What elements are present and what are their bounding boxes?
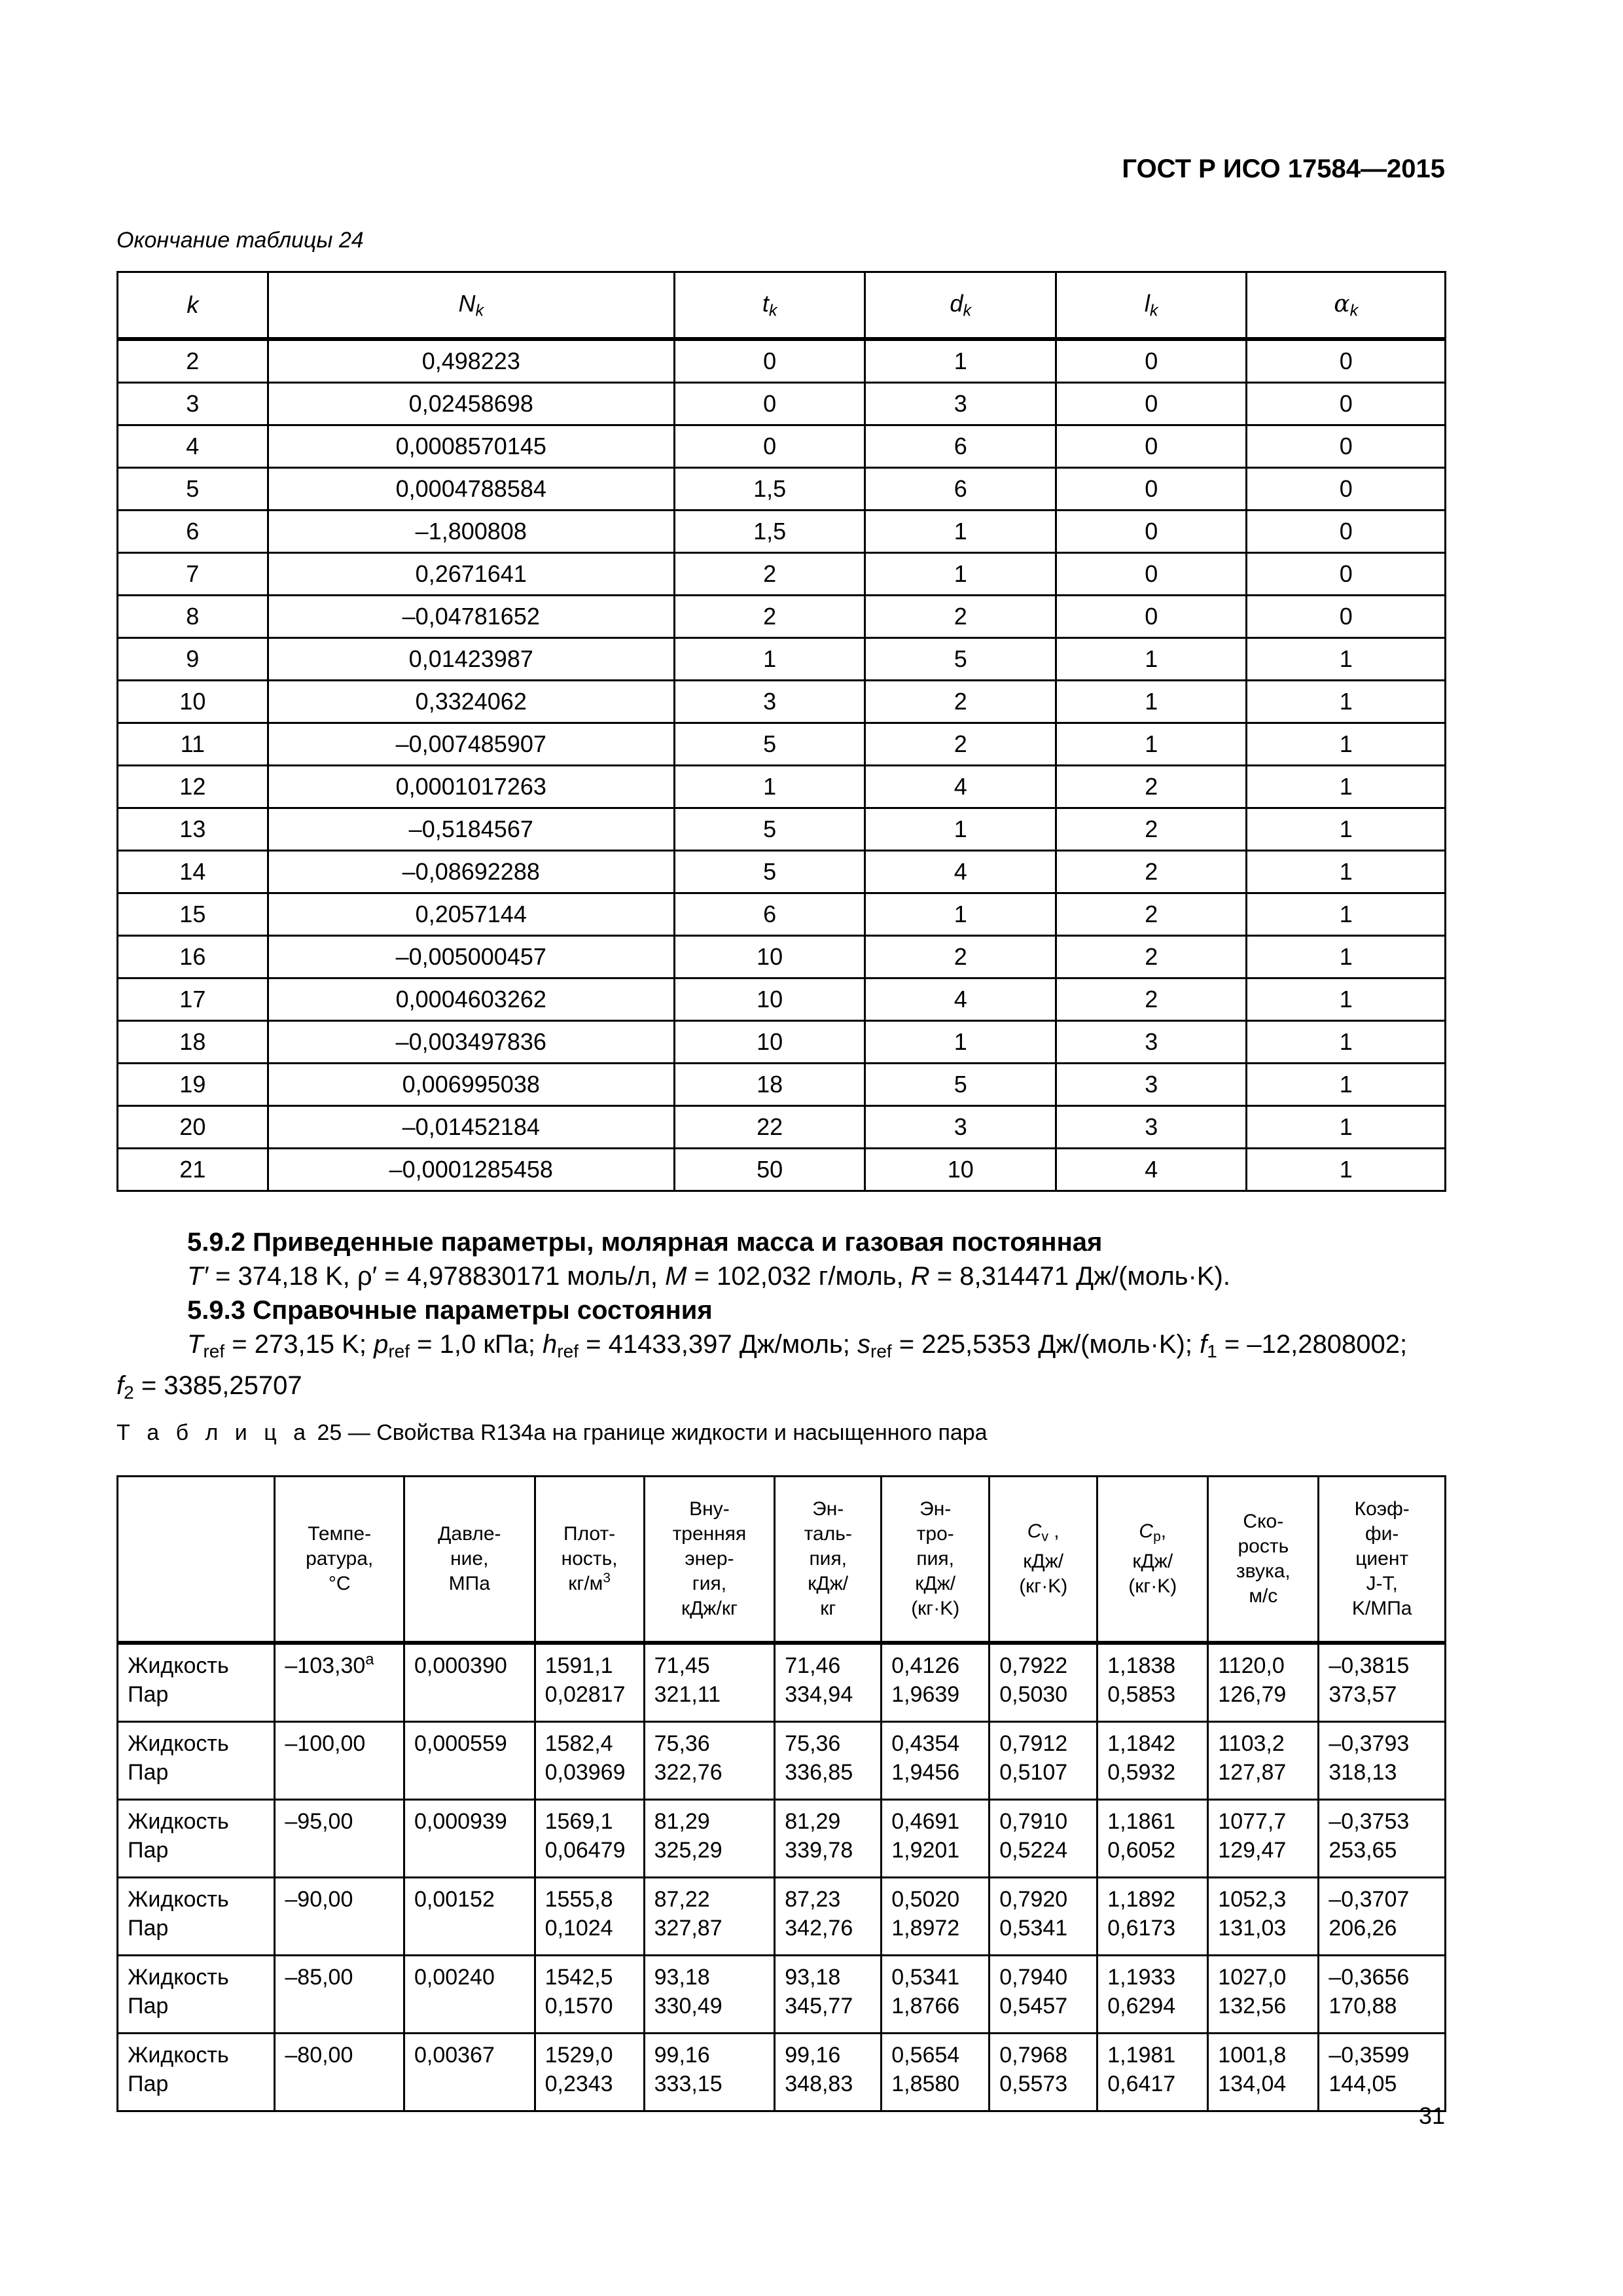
table-row	[118, 383, 1446, 425]
table-cell-h: 81,29 339,78	[775, 1800, 882, 1878]
table-cell-jt: –0,3753 253,65	[1319, 1800, 1446, 1878]
table-cell: 1	[1247, 1106, 1446, 1149]
table-cell: 2	[1056, 851, 1246, 893]
table-row	[118, 1021, 1446, 1064]
table-cell: 1	[1056, 638, 1246, 681]
table-cell: 4	[118, 425, 268, 468]
table25-caption: Т а б л и ц а 25 — Свойства R134a на границе жидкости и насыщенного пара	[116, 1420, 988, 1445]
table-cell: 0,2671641	[268, 553, 674, 596]
table-cell-phase: Жидкость Пар	[118, 2034, 275, 2111]
table-cell: 1	[1247, 1021, 1446, 1064]
table-cell: 2	[865, 723, 1056, 766]
table-cell: –0,01452184	[268, 1106, 674, 1149]
table-cell: 0	[1247, 468, 1446, 511]
reduced-parameters: T′ = 374,18 K, ρ′ = 4,978830171 моль/л, M = 102,032 г/моль, R = 8,314471 Дж/(моль·K).	[187, 1262, 1230, 1291]
table-row	[118, 638, 1446, 681]
table-cell-density: 1529,0 0,2343	[535, 2034, 644, 2111]
col-header-phase	[118, 1477, 275, 1643]
table-cell: 2	[1056, 808, 1246, 851]
table-cell-cp: 1,1981 0,6417	[1097, 2034, 1208, 2111]
table-row	[118, 851, 1446, 893]
table-row	[118, 1643, 1446, 1722]
table-cell: 1,5	[674, 511, 865, 553]
table-cell-h: 87,23 342,76	[775, 1878, 882, 1956]
table-cell: 15	[118, 893, 268, 936]
table-cell-w: 1052,3 131,03	[1208, 1878, 1319, 1956]
table25-header-row	[118, 1477, 1446, 1643]
table-cell: 1	[1247, 638, 1446, 681]
table-25	[116, 1475, 1446, 2112]
table-cell: 2	[865, 681, 1056, 723]
table-cell: 6	[865, 468, 1056, 511]
table-cell: 1	[1056, 681, 1246, 723]
table-row	[118, 511, 1446, 553]
table-cell: 2	[1056, 936, 1246, 978]
table-cell-s: 0,5341 1,8766	[882, 1956, 990, 2034]
table-cell: 7	[118, 553, 268, 596]
table-cell: 1,5	[674, 468, 865, 511]
table-cell: 0	[1056, 425, 1246, 468]
table-cell: 5	[865, 638, 1056, 681]
table-cell: 0	[1056, 468, 1246, 511]
section-5-9-2-heading: 5.9.2 Приведенные параметры, молярная масса и газовая постоянная	[187, 1228, 1103, 1257]
col-header-speed-of-sound: Ско- рость звука, м/с	[1208, 1477, 1319, 1643]
table-cell: –0,003497836	[268, 1021, 674, 1064]
table-cell: 10	[674, 978, 865, 1021]
col-header-internal-energy: Вну- тренняя энер- гия, кДж/кг	[644, 1477, 775, 1643]
table-row	[118, 1956, 1446, 2034]
col-header-dk: $d_k$	[865, 272, 1056, 340]
table-cell: 2	[1056, 978, 1246, 1021]
table-cell: 18	[118, 1021, 268, 1064]
footnote-mark: a	[365, 1650, 374, 1668]
table-row	[118, 2034, 1446, 2111]
table-cell: 2	[865, 596, 1056, 638]
table-cell-density: 1555,8 0,1024	[535, 1878, 644, 1956]
table-cell-temp: –100,00	[275, 1722, 404, 1800]
table-cell-jt: –0,3815 373,57	[1319, 1643, 1446, 1722]
section-5-9-3-heading: 5.9.3 Справочные параметры состояния	[187, 1296, 713, 1325]
table-cell: 11	[118, 723, 268, 766]
table-cell: 0	[1247, 596, 1446, 638]
table-cell: 2	[674, 553, 865, 596]
table-cell-u: 81,29 325,29	[644, 1800, 775, 1878]
table-cell-w: 1120,0 126,79	[1208, 1643, 1319, 1722]
table-cell-temp: –90,00	[275, 1878, 404, 1956]
table-cell: 1	[865, 808, 1056, 851]
table-row	[118, 553, 1446, 596]
table-cell: 1	[1247, 766, 1446, 808]
table-cell-pressure: 0,00367	[404, 2034, 535, 2111]
table-cell: –0,007485907	[268, 723, 674, 766]
table-cell-w: 1001,8 134,04	[1208, 2034, 1319, 2111]
table-cell: 0,0008570145	[268, 425, 674, 468]
table-cell: 21	[118, 1149, 268, 1191]
table-cell: 1	[1247, 936, 1446, 978]
table-cell-phase: Жидкость Пар	[118, 1800, 275, 1878]
table-cell: 2	[865, 936, 1056, 978]
table-cell-jt: –0,3656 170,88	[1319, 1956, 1446, 2034]
table-cell-cp: 1,1933 0,6294	[1097, 1956, 1208, 2034]
col-header-nk: $N_k$	[268, 272, 674, 340]
table-cell-u: 87,22 327,87	[644, 1878, 775, 1956]
table-cell: 1	[865, 511, 1056, 553]
table-cell: 0,006995038	[268, 1064, 674, 1106]
table-cell: 3	[1056, 1064, 1246, 1106]
col-header-cp: $C_p$, кДж/ (кг·K)	[1097, 1477, 1208, 1643]
table-cell: 3	[865, 383, 1056, 425]
table-cell: 1	[865, 1021, 1056, 1064]
table-row	[118, 936, 1446, 978]
table24-continuation-label: Окончание таблицы 24	[116, 228, 364, 253]
table-cell: 0	[1247, 553, 1446, 596]
table-cell: 4	[865, 766, 1056, 808]
table-cell: 3	[1056, 1106, 1246, 1149]
table-cell-s: 0,4691 1,9201	[882, 1800, 990, 1878]
page-number: 31	[1418, 2102, 1445, 2129]
table-cell: –1,800808	[268, 511, 674, 553]
table-cell-cp: 1,1842 0,5932	[1097, 1722, 1208, 1800]
table-cell: 6	[118, 511, 268, 553]
table-cell: 0,0001017263	[268, 766, 674, 808]
table-cell: –0,0001285458	[268, 1149, 674, 1191]
table-cell: 1	[865, 339, 1056, 383]
table-cell-density: 1591,1 0,02817	[535, 1643, 644, 1722]
table-cell: 4	[865, 851, 1056, 893]
table-cell-density: 1569,1 0,06479	[535, 1800, 644, 1878]
table-row	[118, 1149, 1446, 1191]
table-cell: 1	[1247, 681, 1446, 723]
table-row	[118, 1722, 1446, 1800]
table-cell: 6	[865, 425, 1056, 468]
col-header-lk: $l_k$	[1056, 272, 1246, 340]
table-cell: 1	[674, 638, 865, 681]
table-row	[118, 1878, 1446, 1956]
table-cell-phase: Жидкость Пар	[118, 1956, 275, 2034]
table-cell: 0	[1056, 596, 1246, 638]
col-header-temperature: Темпе- ратура, °C	[275, 1477, 404, 1643]
col-header-tk: $t_k$	[674, 272, 865, 340]
table-cell: 1	[1247, 808, 1446, 851]
table-cell: –0,04781652	[268, 596, 674, 638]
table-cell-h: 99,16 348,83	[775, 2034, 882, 2111]
table-cell: 0	[1247, 383, 1446, 425]
table-cell: 1	[1247, 893, 1446, 936]
table-cell-temp: –103,30$^a$	[275, 1643, 404, 1722]
table-cell: 9	[118, 638, 268, 681]
table-row	[118, 681, 1446, 723]
table-row	[118, 468, 1446, 511]
table-cell-density: 1582,4 0,03969	[535, 1722, 644, 1800]
table-cell-pressure: 0,00240	[404, 1956, 535, 2034]
table-cell-cv: 0,7910 0,5224	[990, 1800, 1097, 1878]
table-cell-jt: –0,3707 206,26	[1319, 1878, 1446, 1956]
table-cell: 14	[118, 851, 268, 893]
table-cell-s: 0,5020 1,8972	[882, 1878, 990, 1956]
table-cell: 0,0004788584	[268, 468, 674, 511]
table-cell: 13	[118, 808, 268, 851]
table-cell: 0,498223	[268, 339, 674, 383]
table-cell: 2	[1056, 893, 1246, 936]
table-cell: 3	[1056, 1021, 1246, 1064]
col-header-density: Плот- ность, $кг/м^3$	[535, 1477, 644, 1643]
table-cell-cp: 1,1838 0,5853	[1097, 1643, 1208, 1722]
table-cell: 5	[865, 1064, 1056, 1106]
table-cell: 10	[674, 1021, 865, 1064]
table-cell-cv: 0,7940 0,5457	[990, 1956, 1097, 2034]
table-cell: 5	[674, 808, 865, 851]
table-cell: 22	[674, 1106, 865, 1149]
reference-parameters: $T_{ref} = 273,15$ K; $p_{ref} = 1,0$ кПа; $h_{ref} = 41433,397$ Дж/моль; $s_{ref} = 225,5353$ Дж/(моль·K); $f_1 = -12,2808002$;	[187, 1330, 1408, 1361]
reference-parameters-cont: $f_2 = 3385,25707$	[116, 1371, 302, 1403]
table-cell-cp: 1,1892 0,6173	[1097, 1878, 1208, 1956]
table-cell-u: 71,45 321,11	[644, 1643, 775, 1722]
col-header-k: k	[118, 272, 268, 340]
table-cell: 50	[674, 1149, 865, 1191]
table-cell-w: 1103,2 127,87	[1208, 1722, 1319, 1800]
table-cell-jt: –0,3793 318,13	[1319, 1722, 1446, 1800]
table-cell-s: 0,4126 1,9639	[882, 1643, 990, 1722]
table-24	[116, 271, 1446, 1192]
table-cell: 0,2057144	[268, 893, 674, 936]
table-cell: 0	[674, 383, 865, 425]
table-cell-jt: –0,3599 144,05	[1319, 2034, 1446, 2111]
table-row	[118, 723, 1446, 766]
table-cell: 0,02458698	[268, 383, 674, 425]
table-cell: 0	[1247, 511, 1446, 553]
table-cell: 1	[674, 766, 865, 808]
table-cell-cv: 0,7920 0,5341	[990, 1878, 1097, 1956]
table-cell: 1	[1247, 1149, 1446, 1191]
table-cell: –0,08692288	[268, 851, 674, 893]
table-cell: 10	[118, 681, 268, 723]
table-cell: 0	[1056, 383, 1246, 425]
table-cell-phase: Жидкость Пар	[118, 1722, 275, 1800]
table-cell: 2	[674, 596, 865, 638]
col-header-enthalpy: Эн- таль- пия, кДж/ кг	[775, 1477, 882, 1643]
table-row	[118, 766, 1446, 808]
table-cell: 12	[118, 766, 268, 808]
table-cell: 0	[1247, 339, 1446, 383]
table-cell: 3	[118, 383, 268, 425]
col-header-alphak: $\alpha_k$	[1247, 272, 1446, 340]
col-header-pressure: Давле- ние, МПа	[404, 1477, 535, 1643]
table-cell: 1	[865, 553, 1056, 596]
table-cell: 6	[674, 893, 865, 936]
table-cell-h: 71,46 334,94	[775, 1643, 882, 1722]
table-cell: 4	[1056, 1149, 1246, 1191]
table24-header-row	[118, 272, 1446, 340]
table-cell-phase: Жидкость Пар	[118, 1643, 275, 1722]
table-cell-s: 0,5654 1,8580	[882, 2034, 990, 2111]
table-cell-temp: –95,00	[275, 1800, 404, 1878]
table-cell-pressure: 0,000939	[404, 1800, 535, 1878]
table-cell-cv: 0,7968 0,5573	[990, 2034, 1097, 2111]
table-cell: 3	[865, 1106, 1056, 1149]
table-cell: 0,3324062	[268, 681, 674, 723]
table-cell: 0,0004603262	[268, 978, 674, 1021]
table-row	[118, 893, 1446, 936]
table-cell-u: 75,36 322,76	[644, 1722, 775, 1800]
table-cell: 18	[674, 1064, 865, 1106]
table-row	[118, 425, 1446, 468]
table-row	[118, 339, 1446, 383]
table-cell: 19	[118, 1064, 268, 1106]
table-cell: 3	[674, 681, 865, 723]
table-row	[118, 1800, 1446, 1878]
table-cell: 5	[674, 851, 865, 893]
table-cell: 16	[118, 936, 268, 978]
col-header-cv: $C_v$ , кДж/ (кг·K)	[990, 1477, 1097, 1643]
table-cell: 0	[674, 339, 865, 383]
table-cell-cp: 1,1861 0,6052	[1097, 1800, 1208, 1878]
table-cell: 8	[118, 596, 268, 638]
table-cell: 0	[1056, 553, 1246, 596]
table-cell: 5	[674, 723, 865, 766]
table-cell: 2	[118, 339, 268, 383]
table-cell-pressure: 0,000390	[404, 1643, 535, 1722]
table-cell: 0,01423987	[268, 638, 674, 681]
table-cell-w: 1027,0 132,56	[1208, 1956, 1319, 2034]
table-cell: 4	[865, 978, 1056, 1021]
table-cell-u: 93,18 330,49	[644, 1956, 775, 2034]
table-cell: 1	[1247, 1064, 1446, 1106]
table-cell: 10	[865, 1149, 1056, 1191]
table-cell-cv: 0,7912 0,5107	[990, 1722, 1097, 1800]
table-cell-phase: Жидкость Пар	[118, 1878, 275, 1956]
table-cell-cv: 0,7922 0,5030	[990, 1643, 1097, 1722]
table-cell-h: 93,18 345,77	[775, 1956, 882, 2034]
table-cell: 5	[118, 468, 268, 511]
document-id: ГОСТ Р ИСО 17584—2015	[1122, 154, 1445, 183]
table-cell-density: 1542,5 0,1570	[535, 1956, 644, 2034]
table-cell: 0	[1056, 511, 1246, 553]
table-cell-pressure: 0,000559	[404, 1722, 535, 1800]
table-cell-temp: –80,00	[275, 2034, 404, 2111]
table-cell: 10	[674, 936, 865, 978]
table-cell: 2	[1056, 766, 1246, 808]
table-cell: 17	[118, 978, 268, 1021]
table-row	[118, 596, 1446, 638]
table-cell-s: 0,4354 1,9456	[882, 1722, 990, 1800]
table-cell-h: 75,36 336,85	[775, 1722, 882, 1800]
table-cell-temp: –85,00	[275, 1956, 404, 2034]
table-cell: 1	[1247, 978, 1446, 1021]
table-row	[118, 808, 1446, 851]
table-cell-pressure: 0,00152	[404, 1878, 535, 1956]
table-cell: 0	[674, 425, 865, 468]
table-cell: –0,005000457	[268, 936, 674, 978]
table-cell: 1	[1056, 723, 1246, 766]
table-cell: –0,5184567	[268, 808, 674, 851]
table-cell: 0	[1056, 339, 1246, 383]
col-header-joule-thomson: Коэф- фи- циент J-T, K/МПа	[1319, 1477, 1446, 1643]
table-cell-w: 1077,7 129,47	[1208, 1800, 1319, 1878]
table-row	[118, 1106, 1446, 1149]
table-cell: 1	[865, 893, 1056, 936]
parameters-text	[116, 1225, 1446, 1410]
table-cell: 1	[1247, 851, 1446, 893]
table-cell: 0	[1247, 425, 1446, 468]
table-cell: 1	[1247, 723, 1446, 766]
table-cell-u: 99,16 333,15	[644, 2034, 775, 2111]
col-header-entropy: Эн- тро- пия, кДж/ (кг·K)	[882, 1477, 990, 1643]
table-cell: 20	[118, 1106, 268, 1149]
table-row	[118, 978, 1446, 1021]
table-row	[118, 1064, 1446, 1106]
